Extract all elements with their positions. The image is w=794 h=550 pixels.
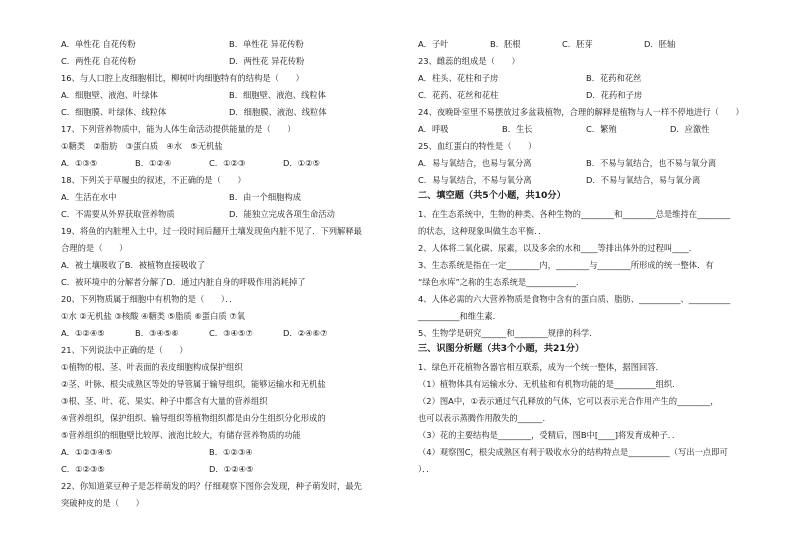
fill-question-3-line-2: “绿色水库”之称的生态系统是____________．	[418, 277, 585, 287]
option-b[interactable]: B．单性花 异花传粉	[229, 39, 304, 49]
option-b[interactable]: B．③④⑤⑥	[135, 328, 179, 338]
option-a[interactable]: A．细胞壁、液泡、叶绿体	[61, 90, 158, 100]
option-a[interactable]: A．柱头、花柱和子房	[418, 73, 499, 83]
fill-question-5: 5、生物学是研究______和________规律的科学．	[418, 328, 598, 338]
option-d[interactable]: D．细胞膜、液泡、线粒体	[229, 107, 327, 117]
option-a[interactable]: A．呼吸	[418, 124, 449, 134]
option-c[interactable]: C．两性花 自花传粉	[61, 56, 136, 66]
fill-question-4-line-2: __________和维生素．	[418, 311, 501, 321]
diagram-question-1: 1、绿色开花植物各器官相互联系，成为一个统一整体，据图回答．	[418, 362, 664, 372]
option-c[interactable]: C．细胞膜、叶绿体、线粒体	[61, 107, 167, 117]
option-d[interactable]: D．应激性	[670, 124, 710, 134]
question-22-line-2: 突破种皮的是（ ）	[61, 498, 144, 508]
option-b[interactable]: B．由一个细胞构成	[229, 192, 302, 202]
question-18-options-ab	[61, 191, 391, 203]
question-24: 24、夜晚卧室里不易摆放过多盆栽植物，合理的解释是植物与人一样不停地进行（ ）	[418, 107, 744, 117]
option-c[interactable]: C．①②③	[209, 158, 246, 168]
diagram-subquestion-2-line-2: 也可以表示蒸腾作用散失的______．	[418, 413, 551, 423]
question-17-items: ①糖类 ②脂肪 ③蛋白质 ④水 ⑤无机盐	[61, 141, 223, 151]
option-d[interactable]: D．花药和子房	[586, 90, 643, 100]
question-21-statement-2: ②茎、叶脉、根尖成熟区等处的导管属于输导组织，能够运输水和无机盐	[61, 379, 326, 389]
question-23: 23、雌蕊的组成是（ ）	[418, 56, 520, 66]
fill-question-1-line-2: 的状态，这种现象叫做生态平衡．．	[418, 226, 547, 236]
question-21-options-ab	[61, 446, 391, 458]
question-23-options-ab	[418, 72, 748, 84]
section-heading-fill-in: 二、填空题（共5个小题，共10分）	[418, 190, 566, 201]
option-c[interactable]: C．③④⑤⑦	[209, 328, 253, 338]
question-16-options-ab	[61, 89, 391, 101]
question-21-statement-4: ④营养组织，保护组织、输导组织等植物组织都是由分生组织分化形成的	[61, 413, 326, 423]
option-c[interactable]: C．繁殖	[586, 124, 617, 134]
option-b[interactable]: B．①②③④	[209, 447, 253, 457]
option-c[interactable]: C．①②③⑤	[61, 464, 105, 474]
option-a[interactable]: A．子叶	[418, 39, 449, 49]
question-21-statement-3: ③根、茎、叶、花、果实、种子中都含有大量的营养组织	[61, 396, 268, 406]
option-a[interactable]: A．单性花 自花传粉	[61, 39, 136, 49]
question-19-options-ab[interactable]: A．被土壤吸收了B．被植物直接吸收了	[61, 260, 206, 270]
question-25-options-cd	[418, 174, 748, 186]
option-b[interactable]: B．胚根	[490, 39, 521, 49]
section-heading-diagram-analysis: 三、识图分析题（共3个小题，共21分）	[418, 343, 585, 354]
option-a[interactable]: A．易与氧结合，也易与氧分离	[418, 158, 532, 168]
option-a[interactable]: A．①②④⑤	[61, 328, 105, 338]
question-25: 25、血红蛋白的特性是（ ）	[418, 141, 537, 151]
diagram-subquestion-2-line-1: （2）图A中，①表示通过气孔释放的气体，它可以表示光合作用产生的________，	[418, 396, 719, 406]
question-22-line-1: 22、你知道菜豆种子是怎样萌发的吗？仔细观察下图你会发现，种子萌发时，最先	[61, 481, 362, 491]
question-17: 17、下列营养物质中，能为人体生命活动提供能量的是（ ）	[61, 124, 296, 134]
option-d[interactable]: D．②④⑥⑦	[283, 328, 328, 338]
question-23-options-cd	[418, 89, 748, 101]
fill-question-2: 2、人体将二氧化碳、尿素，以及多余的水和____等排出体外的过程叫____．	[418, 243, 698, 253]
option-c[interactable]: C．花药、花丝和花柱	[418, 90, 499, 100]
fill-question-4-line-1: 4、人体必需的六大营养物质是食物中含有的蛋白质、脂肪、__________、__________	[418, 294, 731, 304]
question-21: 21、下列说法中正确的是（ ）	[61, 345, 188, 355]
right-column	[418, 38, 748, 475]
option-d[interactable]: D．能独立完成各项生命活动	[229, 209, 335, 219]
question-16-options-cd	[61, 106, 391, 118]
question-18: 18、下列关于草履虫的叙述，不正确的是（ ）	[61, 175, 246, 185]
diagram-subquestion-4-line-2: ）．．	[418, 464, 435, 474]
fill-question-3-line-1: 3、生态系统是指在一定________内，________与________所形成的统一整体．有	[418, 260, 714, 270]
question-15-options-cd	[61, 55, 391, 67]
option-a[interactable]: A．①②③④⑤	[61, 447, 113, 457]
fill-question-1-line-1: 1、在生态系统中，生物的种类、各种生物的________和________总是维持在________	[418, 209, 731, 219]
question-15-options-ab	[61, 38, 391, 50]
diagram-subquestion-3: （3）花的主要结构是________，受精后，图B中[____]将发育成种子．．	[418, 430, 681, 440]
question-21-statement-1: ①植物的根、茎、叶表面的表皮细胞构成保护组织	[61, 362, 243, 372]
option-a[interactable]: A．生活在水中	[61, 192, 117, 202]
option-b[interactable]: B．细胞壁、液泡、线粒体	[229, 90, 326, 100]
question-24-options	[418, 123, 748, 135]
question-19-line-1: 19、将鱼的内脏埋入土中，过一段时间后翻开土壤发现鱼内脏不见了．下列解释最	[61, 226, 362, 236]
question-21-statement-5: ⑤营养组织的细胞壁比较厚、液泡比较大，有储存营养物质的功能	[61, 430, 301, 440]
option-b[interactable]: B．①②④	[135, 158, 172, 168]
question-17-options	[61, 157, 391, 169]
question-21-options-cd	[61, 463, 391, 475]
option-d[interactable]: D．不易与氧结合，易与氧分离	[586, 175, 701, 185]
question-19-line-2: 合理的是（ ）	[61, 243, 128, 253]
question-25-options-ab	[418, 157, 748, 169]
option-b[interactable]: B．花药和花丝	[586, 73, 642, 83]
question-18-options-cd	[61, 208, 391, 220]
option-d[interactable]: D．两性花 异花传粉	[229, 56, 305, 66]
question-20-options	[61, 327, 391, 339]
option-d[interactable]: D．①②⑤	[283, 158, 320, 168]
question-20-items: ①水 ②无机盐 ③核酸 ④糖类 ⑤脂质 ⑥蛋白质 ⑦氧	[61, 311, 246, 321]
question-20: 20、下列物质属于细胞中有机物的是（ ）．．	[61, 294, 238, 304]
option-a[interactable]: A．①③⑤	[61, 158, 98, 168]
question-19-options-cd[interactable]: C．被环境中的分解者分解了D．通过内脏自身的呼吸作用消耗掉了	[61, 277, 306, 287]
option-d[interactable]: D．①②④⑤	[209, 464, 254, 474]
option-c[interactable]: C．胚芽	[562, 39, 593, 49]
question-22-options	[418, 38, 748, 50]
option-c[interactable]: C．易与氧结合，不易与氧分离	[418, 175, 532, 185]
option-b[interactable]: B．不易与氧结合，也不易与氧分离	[586, 158, 717, 168]
option-c[interactable]: C．不需要从外界获取营养物质	[61, 209, 175, 219]
option-d[interactable]: D．胚轴	[644, 39, 676, 49]
question-16: 16、与人口腔上皮细胞相比，柳树叶肉细胞特有的结构是（ ）	[61, 73, 304, 83]
option-b[interactable]: B．生长	[502, 124, 533, 134]
diagram-subquestion-1: （1）植物体具有运输水分、无机盐和有机物功能的是__________组织．	[418, 379, 681, 389]
left-column	[61, 38, 391, 509]
diagram-subquestion-4-line-1: （4）观察图C，根尖成熟区有利于吸收水分的结构特点是__________（写出一点即可	[418, 447, 728, 457]
